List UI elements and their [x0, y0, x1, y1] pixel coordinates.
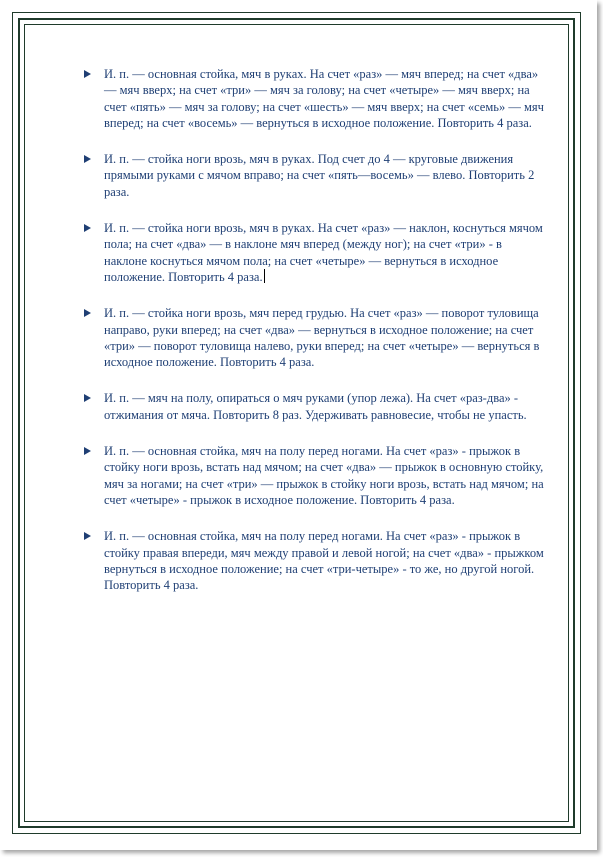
list-item[interactable] — [84, 305, 546, 370]
list-item-text: И. п. — стойка ноги врозь, мяч в руках. Под счет до 4 — круговые движения прямыми руками с мячом вправо; на счет «пять—восемь» — влево. Повторить 2 раза. — [104, 152, 535, 199]
list-item-text: И. п. — стойка ноги врозь, мяч перед грудью. На счет «раз» — поворот туловища направо, руки вперед; на счет «два» — вернуться в исходное положение; на счет «три» — поворот туловища налево, руки вперед; на счет «четыре» — вернуться в исходное положение. Повторить 4 раза. — [104, 306, 540, 370]
list-item-text: И. п. — стойка ноги врозь, мяч в руках. На счет «раз» — наклон, коснуться мячом пола; на счет «два» — в наклоне мяч вперед (между ног); на счет «три» - в наклоне коснуться мячом пола; на счет «четыре» — вернуться в исходное положение. Повторить 4 раза. — [104, 221, 543, 284]
text-cursor — [264, 269, 265, 283]
arrow-bullet-icon — [84, 309, 91, 317]
list-item-text: И. п. — мяч на полу, опираться о мяч руками (упор лежа). На счет «раз-два» - отжимания от мяча. Повторить 8 раз. Удерживать равновесие, чтобы не упасть. — [104, 391, 527, 422]
list-item[interactable] — [84, 66, 546, 131]
arrow-bullet-icon — [84, 70, 91, 78]
list-item-text: И. п. — основная стойка, мяч в руках. На счет «раз» — мяч вперед; на счет «два» — мяч вверх; на счет «три» — мяч за голову; на счет «четыре» — мяч вверх; на счет «пять» — мяч за голову; на счет «шесть» — мяч вверх; на счет «семь» — мяч вперед; на счет «восемь» — вернуться в исходное положение. Повторить 4 раза. — [104, 67, 544, 130]
list-item[interactable] — [84, 390, 546, 423]
list-item[interactable] — [84, 220, 546, 285]
list-item[interactable] — [84, 151, 546, 200]
list-item[interactable] — [84, 443, 546, 508]
arrow-bullet-icon — [84, 155, 91, 163]
arrow-bullet-icon — [84, 394, 91, 402]
list-item-text: И. п. — основная стойка, мяч на полу перед ногами. На счет «раз» - прыжок в стойку правая впереди, мяч между правой и левой ногой; на счет «два» - прыжком вернуться в исходное положение; на счет «три-четыре» - то же, но другой ногой. Повторить 4 раза. — [104, 529, 544, 593]
exercise-list — [84, 66, 546, 613]
list-item-text: И. п. — основная стойка, мяч на полу перед ногами. На счет «раз» - прыжок в стойку ноги врозь, встать над мячом; на счет «два» — прыжок в основную стойку, мяч за ногами; на счет «три» — прыжок в стойку ноги врозь, встать над мячом; на счет «четыре» - прыжок в исходное положение. Повторить 4 раза. — [104, 444, 544, 507]
arrow-bullet-icon — [84, 224, 91, 232]
arrow-bullet-icon — [84, 447, 91, 455]
arrow-bullet-icon — [84, 532, 91, 540]
list-item[interactable] — [84, 528, 546, 593]
